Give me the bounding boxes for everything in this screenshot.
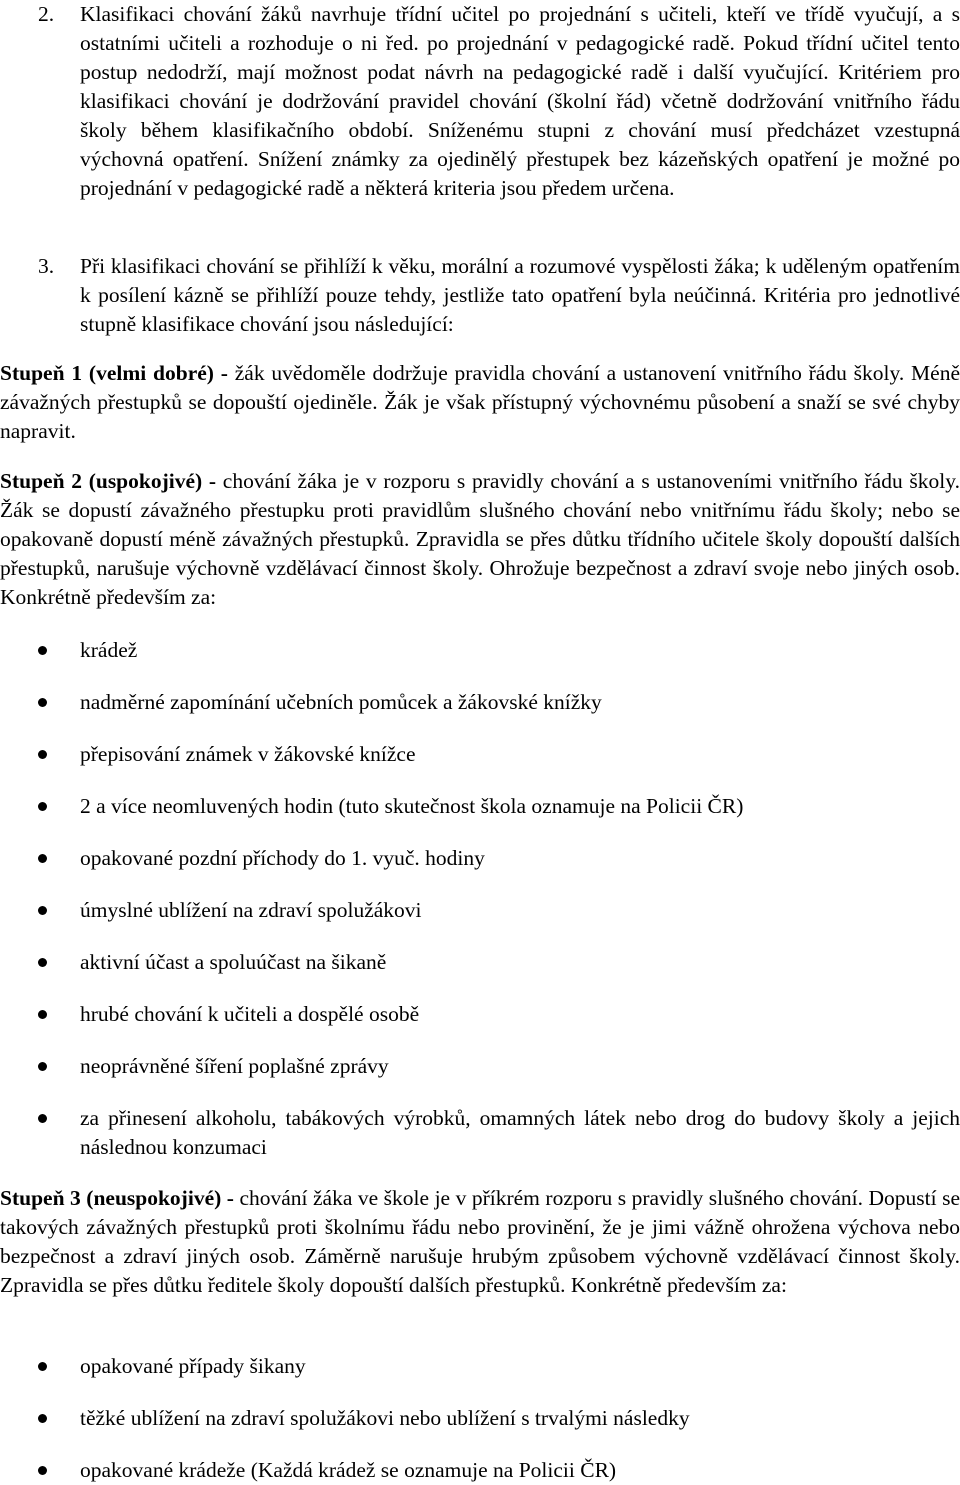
bullet-icon [38, 1466, 47, 1475]
grade-1-paragraph [0, 359, 960, 446]
grade-1-heading: Stupeň 1 (velmi dobré) - [0, 361, 228, 385]
bullet-icon [38, 1414, 47, 1423]
bullet-icon [38, 750, 47, 759]
bullet-icon [38, 802, 47, 811]
bullet-icon [38, 1114, 47, 1123]
bullet-icon [38, 854, 47, 863]
grade-3-heading: Stupeň 3 (neuspokojivé) - [0, 1186, 234, 1210]
bullet-icon [38, 1062, 47, 1071]
grade-1-text: žák uvědoměle dodržuje pravidla chování a ustanovení vnitřního řádu školy. Méně závažných přestupků se dopouští ojediněle. Žák je však přístupný výchovnému působení a snaží se své chyby napravit. [0, 361, 960, 443]
grade-2-paragraph [0, 467, 960, 612]
grade-2-heading: Stupeň 2 (uspokojivé) - [0, 469, 217, 493]
section-3-number: 3. [38, 254, 55, 278]
bullet-icon [38, 1010, 47, 1019]
grade-3-text: chování žáka ve škole je v příkrém rozporu s pravidly slušného chování. Dopustí se takových závažných přestupků proti školnímu řádu nebo provinění, že je jimi vážně ohrožena výchova nebo bezpečnost a zdraví jiných osob. Záměrně narušuje hrubým způsobem výchovně vzdělávací činnost školy. Zpravidla se přes důtku ředitele školy dopouští dalších přestupků. Konkrétně především za: [0, 1186, 960, 1297]
document-page: 2. Klasifikaci chování žáků navrhuje třídní učitel po projednání s učiteli, kteří ve třídě vyučují, a s ostatními učiteli a rozhoduje o ni řed. po projednání v pedagogické radě. Pokud třídní učitel tento postup nedodrží, mají možnost podat návrh na pedagogické radě i další vyučující. Kritériem pro klasifikaci chování je dodržování pravidel chování (školní řád) včetně dodržování vnitřního řádu školy během klasifikačního období. Sníženému stupni z chování musí předcházet vzestupná výchovná opatření. Snížení známky za ojedinělý přestupek bez kázeňských opatření je možné po projednání v pedagogické radě a některá kriteria jsou předem určena. 3. Při klasifikaci chování se přihlíží k věku, morální a rozumové vyspělosti žáka; k uděleným opatřením k posílení kázně se přihlíží pouze tehdy, jestliže tato opatření byla neúčinná. Kritéria pro jednotlivé stupně klasifikace chování jsou následující: Stupeň 1 (velmi dobré) - žák uvědoměle dodržuje pravidla chování a ustanovení vnitřního řádu školy. Méně závažných přestupků se dopouští ojediněle. Žák je však přístupný výchovnému působení a snaží se své chyby napravit. Stupeň 2 (uspokojivé) - chování žáka je v rozporu s pravidly chování a s ustanoveními vnitřního řádu školy. Žák se dopustí závažného přestupku proti pravidlům slušného chování nebo vnitřnímu řádu školy; nebo se opakovaně dopustí méně závažných přestupků. Zpravidla se přes důtku třídního učitele školy dopouští dalších přestupků, narušuje výchovně vzdělávací činnost školy. Ohrožuje bezpečnost a zdraví svoje nebo jiných osob. Konkrétně především za: krádež nadměrné zapomínání učebních pomůcek a žákovské knížky přepisování známek v žákovské knížce 2 a více neomluvených hodin (tuto skutečnost škola oznamuje na Policii ČR) opakované pozdní příchody do 1. vyuč. hodiny úmyslné ublížení na zdraví spolužákovi aktivní účast a spoluúčast na šikaně hrubé chování k učiteli a dospělé osobě neoprávněné šíření poplašné zprávy za přinesení alkoholu, tabákových výrobků, omamných látek nebo drog do budovy školy a jejich následnou konzumaci Stupeň 3 (neuspokojivé) - chování žáka ve škole je v příkrém rozporu s pravidly slušného chování. Dopustí se takových závažných přestupků proti školnímu řádu nebo provinění, že je jimi vážně ohrožena výchova nebo bezpečnost a zdraví jiných osob. Záměrně narušuje hrubým způsobem výchovně vzdělávací činnost školy. Zpravidla se přes důtku ředitele školy dopouští dalších přestupků. Konkrétně především za: opakované případy šikany těžké ublížení na zdraví spolužákovi nebo ublížení s trvalými následky opakované krádeže (Každá krádež se oznamuje na Policii ČR) [0, 2, 960, 1482]
bullet-icon [38, 646, 47, 655]
bullet-icon [38, 698, 47, 707]
section-3-text: Při klasifikaci chování se přihlíží k věku, morální a rozumové vyspělosti žáka; k uděleným opatřením k posílení kázně se přihlíží pouze tehdy, jestliže tato opatření byla neúčinná. Kritéria pro jednotlivé stupně klasifikace chování jsou následující: [80, 254, 960, 336]
section-2-text: Klasifikaci chování žáků navrhuje třídní učitel po projednání s učiteli, kteří ve třídě vyučují, a s ostatními učiteli a rozhoduje o ni řed. po projednání v pedagogické radě. Pokud třídní učitel tento postup nedodrží, mají možnost podat návrh na pedagogické radě i další vyučující. Kritériem pro klasifikaci chování je dodržování pravidel chování (školní řád) včetně dodržování vnitřního řádu školy během klasifikačního období. Sníženému stupni z chování musí předcházet vzestupná výchovná opatření. Snížení známky za ojedinělý přestupek bez kázeňských opatření je možné po projednání v pedagogické radě a některá kriteria jsou předem určena. [80, 2, 960, 200]
grade-2-text: chování žáka je v rozporu s pravidly chování a s ustanoveními vnitřního řádu školy. Žák se dopustí závažného přestupku proti pravidlům slušného chování nebo vnitřnímu řádu školy; nebo se opakovaně dopustí méně závažných přestupků. Zpravidla se přes důtku třídního učitele školy dopouští dalších přestupků, narušuje výchovně vzdělávací činnost školy. Ohrožuje bezpečnost a zdraví svoje nebo jiných osob. Konkrétně především za: [0, 469, 960, 609]
grade-3-paragraph [0, 1184, 960, 1300]
bullet-icon [38, 958, 47, 967]
bullet-icon [38, 1362, 47, 1371]
bullet-icon [38, 906, 47, 915]
section-2-number: 2. [38, 2, 55, 26]
